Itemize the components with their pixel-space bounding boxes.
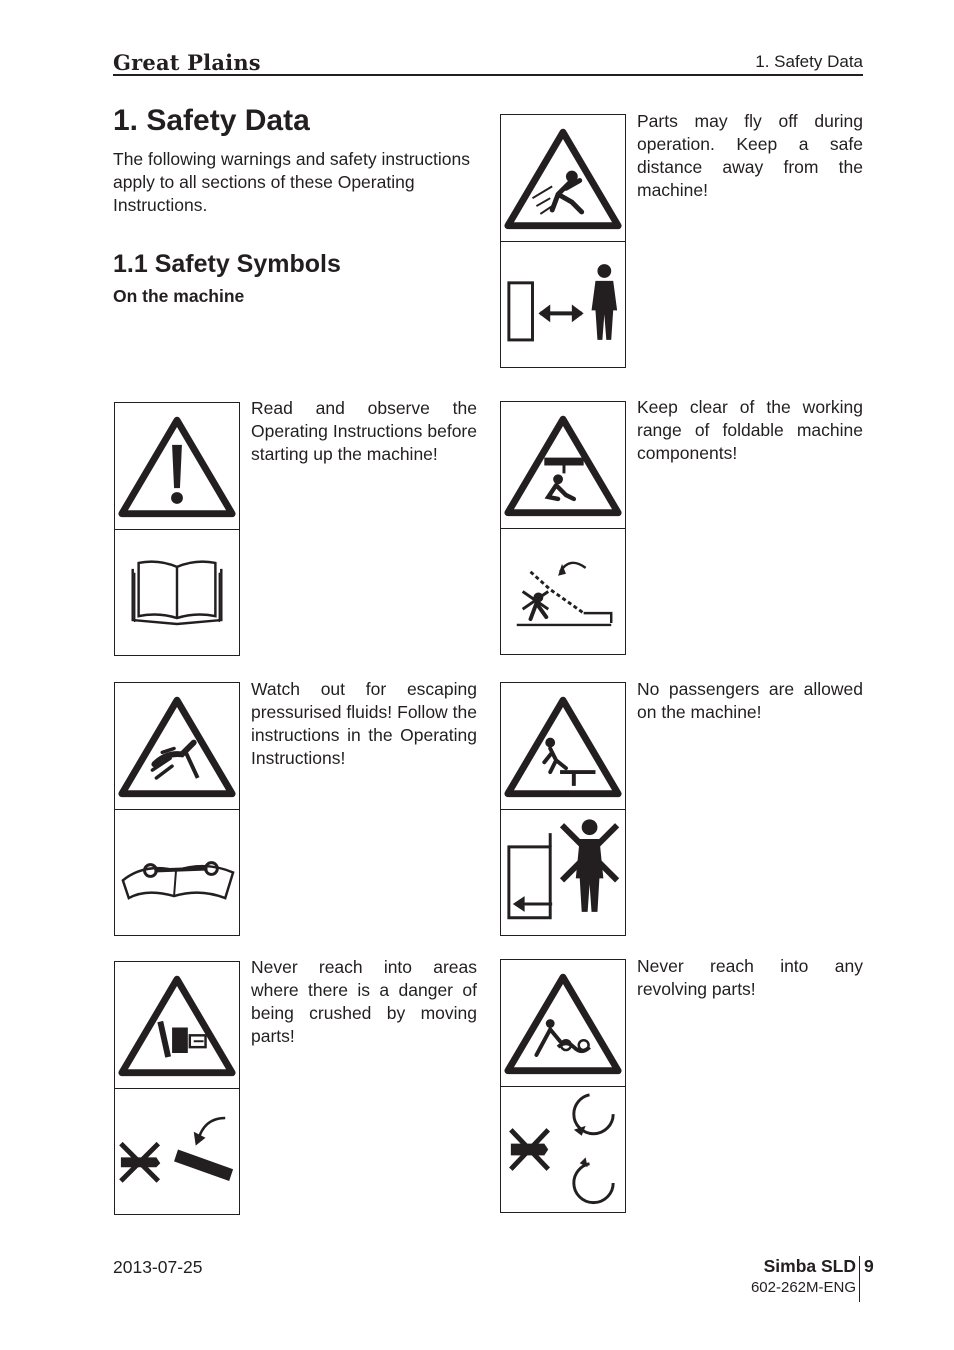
symbol-revolving-parts xyxy=(500,959,626,1213)
symbol-revolving-parts-text: Never reach into any revolving parts! xyxy=(637,956,863,999)
section-title: 1.1 Safety Symbols xyxy=(113,250,341,278)
symbol-no-passengers xyxy=(500,682,626,936)
symbol-read-manual-text: Read and observe the Operating Instructions before starting up the machine! xyxy=(251,398,477,464)
symbol-folding-components-text: Keep clear of the working range of foldable machine components! xyxy=(637,397,863,463)
footer-model: Simba SLD xyxy=(763,1256,856,1276)
exclamation-icon xyxy=(115,403,239,529)
header-rule xyxy=(113,74,863,76)
symbol-crushing-text: Never reach into areas where there is a danger of being crushed by moving parts! xyxy=(251,957,477,1046)
folding-components-icon xyxy=(501,528,625,654)
service-manual-icon xyxy=(115,809,239,935)
subheading: On the machine xyxy=(113,286,245,306)
footer-date: 2013-07-25 xyxy=(113,1257,203,1277)
falling-load-icon xyxy=(501,402,625,528)
symbol-crushing xyxy=(114,961,240,1215)
symbol-flying-parts xyxy=(500,114,626,368)
passenger-fall-icon xyxy=(501,683,625,809)
page-number: 9 xyxy=(864,1256,874,1276)
symbol-pressurised-fluid-text: Watch out for escaping pressurised fluids! Follow the instructions in the Operating Instructions! xyxy=(251,679,477,768)
symbol-no-passengers-text: No passengers are allowed on the machine! xyxy=(637,679,863,722)
no-reach-crush-icon xyxy=(115,1088,239,1214)
entanglement-icon xyxy=(501,960,625,1086)
manual-book-icon xyxy=(115,529,239,655)
no-reach-rotating-icon xyxy=(501,1086,625,1212)
safe-distance-icon xyxy=(501,241,625,367)
footer-divider xyxy=(859,1256,860,1302)
brand-logo: Great Plains xyxy=(113,50,261,75)
symbol-pressurised-fluid xyxy=(114,682,240,936)
footer-code: 602-262M-ENG xyxy=(750,1279,856,1296)
pressurised-fluid-icon xyxy=(115,683,239,809)
symbol-flying-parts-text: Parts may fly off during operation. Keep a safe distance away from the machine! xyxy=(637,111,863,200)
flying-parts-icon xyxy=(501,115,625,241)
header-section: 1. Safety Data xyxy=(755,52,863,71)
intro-paragraph: The following warnings and safety instructions apply to all sections of these Operating Instructions. xyxy=(113,149,470,215)
symbol-read-manual xyxy=(114,402,240,656)
no-passengers-icon xyxy=(501,809,625,935)
symbol-folding-components xyxy=(500,401,626,655)
page-title: 1. Safety Data xyxy=(113,104,310,137)
crushing-hand-icon xyxy=(115,962,239,1088)
